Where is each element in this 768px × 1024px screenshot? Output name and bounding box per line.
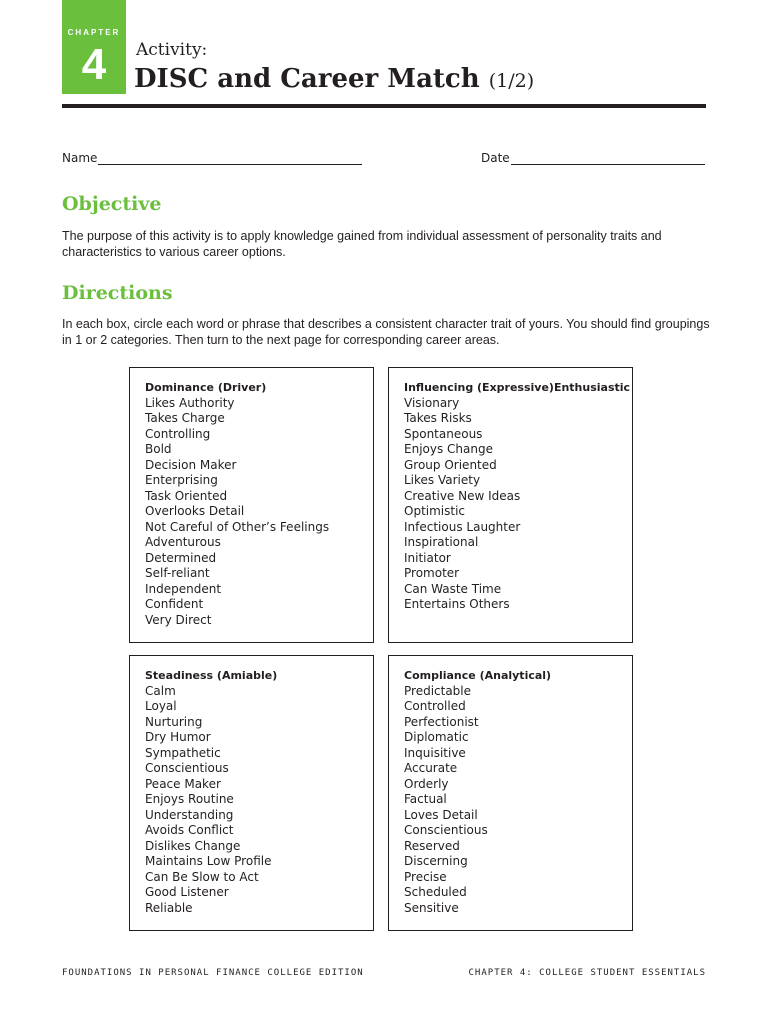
trait-item[interactable]: Conscientious [404,823,488,837]
trait-item[interactable]: Loves Detail [404,807,478,822]
trait-item[interactable]: Creative New Ideas [404,488,521,503]
date-blank[interactable] [511,151,705,165]
name-blank[interactable] [98,151,362,165]
trait-item[interactable]: Discerning [404,854,468,868]
chapter-number: 4 [81,40,107,89]
influencing-box [388,367,633,643]
trait-item[interactable]: Initiator [404,550,451,565]
footer-chapter: CHAPTER 4: COLLEGE STUDENT ESSENTIALS [468,968,706,978]
trait-item[interactable]: Entertains Others [404,597,510,611]
trait-item[interactable]: Spontaneous [404,426,483,441]
trait-item[interactable]: Dislikes Change [145,838,241,853]
trait-item[interactable]: Predictable [404,683,472,698]
trait-item[interactable]: Factual [404,792,447,806]
trait-item[interactable]: Inspirational [404,535,479,549]
trait-item[interactable]: Inquisitive [404,745,466,760]
trait-item[interactable]: Diplomatic [404,730,469,744]
name-label: Name [62,151,98,165]
trait-item[interactable]: Confident [145,597,204,611]
trait-item[interactable]: Very Direct [145,612,212,627]
chapter-tab [62,0,126,94]
trait-item[interactable]: Avoids Conflict [145,823,234,837]
box-heading: Compliance (Analytical) [404,669,552,682]
trait-item[interactable]: Good Listener [145,885,229,899]
trait-item[interactable]: Peace Maker [145,776,221,791]
trait-item[interactable]: Controlling [145,426,211,441]
trait-item[interactable]: Dry Humor [145,730,211,744]
page-part: (1/2) [488,70,535,92]
trait-item[interactable]: Overlooks Detail [145,504,245,518]
trait-item[interactable]: Enterprising [145,473,218,487]
trait-item[interactable]: Reliable [145,900,193,915]
trait-item[interactable]: Takes Charge [145,411,225,425]
directions-heading: Directions [62,282,173,304]
trait-list [404,396,618,613]
activity-label: Activity: [136,40,208,60]
page-title-text: DISC and Career Match [134,64,480,94]
directions-text: In each box, circle each word or phrase that describes a consistent character trait of yours. You should find groupings in 1 or 2 categories. Then turn to the next page for corresponding career areas. [62,317,710,347]
trait-item[interactable]: Self-reliant [145,566,210,580]
trait-item[interactable]: Independent [145,581,222,596]
trait-item[interactable]: Precise [404,869,447,884]
trait-item[interactable]: Determined [145,550,217,565]
box-heading: Influencing (Expressive)Enthusiastic [404,381,631,394]
trait-item[interactable]: Conscientious [145,761,229,775]
trait-item[interactable]: Likes Variety [404,473,481,487]
chapter-label: CHAPTER [67,28,121,37]
trait-list [404,684,618,917]
trait-item[interactable]: Accurate [404,761,458,775]
trait-item[interactable]: Loyal [145,699,177,713]
date-label: Date [481,151,510,165]
trait-item[interactable]: Scheduled [404,885,467,899]
trait-item[interactable]: Group Oriented [404,457,497,472]
trait-list [145,684,359,917]
trait-item[interactable]: Perfectionist [404,714,479,729]
date-field[interactable] [481,149,705,165]
trait-list [145,396,359,629]
trait-item[interactable]: Nurturing [145,714,203,729]
trait-item[interactable]: Visionary [404,395,460,410]
box-heading: Steadiness (Amiable) [145,669,278,682]
trait-item[interactable]: Likes Authority [145,395,235,410]
trait-item[interactable]: Sympathetic [145,745,221,760]
trait-item[interactable]: Bold [145,442,172,456]
objective-text: The purpose of this activity is to apply knowledge gained from individual assessment of personality traits and characteristics to various career options. [62,229,662,259]
trait-item[interactable]: Optimistic [404,504,466,518]
trait-item[interactable]: Enjoys Routine [145,792,234,806]
trait-item[interactable]: Controlled [404,699,466,713]
trait-item[interactable]: Infectious Laughter [404,519,521,534]
trait-item[interactable]: Task Oriented [145,488,228,503]
trait-item[interactable]: Not Careful of Other’s Feelings [145,519,330,534]
trait-item[interactable]: Maintains Low Profile [145,854,272,868]
steadiness-box [129,655,374,931]
trait-item[interactable]: Decision Maker [145,457,237,472]
trait-item[interactable]: Takes Risks [404,411,472,425]
dominance-box [129,367,374,643]
footer-book-title: FOUNDATIONS IN PERSONAL FINANCE COLLEGE EDITION [62,968,364,978]
objective-heading: Objective [62,193,162,215]
page-title [134,64,534,94]
box-heading: Dominance (Driver) [145,381,267,394]
trait-item[interactable]: Adventurous [145,535,221,549]
trait-item[interactable]: Reserved [404,838,460,853]
trait-item[interactable]: Sensitive [404,900,459,915]
trait-item[interactable]: Promoter [404,566,460,580]
trait-item[interactable]: Can Be Slow to Act [145,869,259,884]
trait-item[interactable]: Calm [145,683,176,698]
compliance-box [388,655,633,931]
trait-item[interactable]: Understanding [145,807,234,822]
trait-item[interactable]: Enjoys Change [404,442,493,456]
trait-item[interactable]: Can Waste Time [404,581,502,596]
name-field[interactable] [62,149,362,165]
trait-item[interactable]: Orderly [404,776,449,791]
header-rule [62,104,706,108]
